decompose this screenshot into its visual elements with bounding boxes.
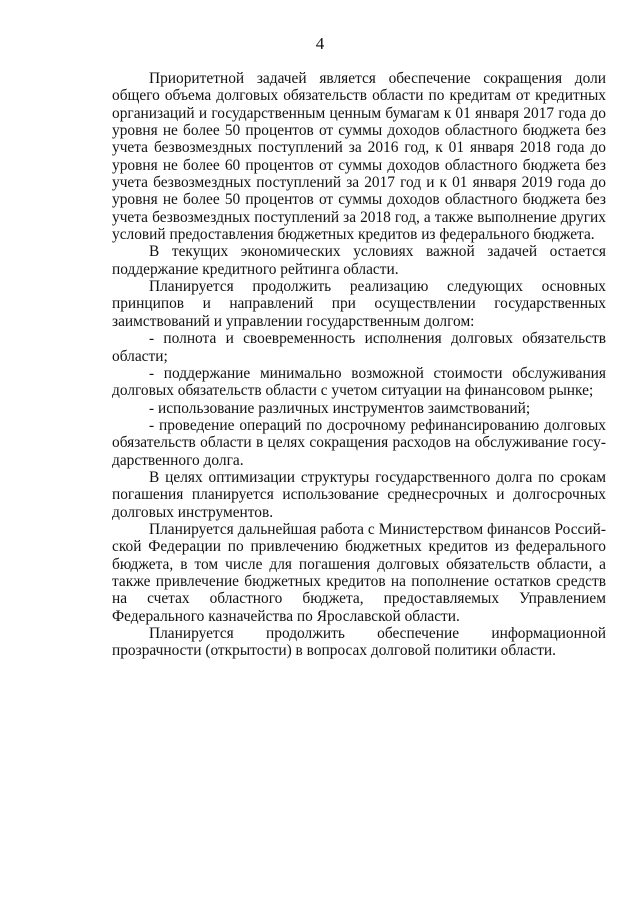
page-number: 4 <box>315 34 325 53</box>
paragraph-ministry-work: Планируется дальнейшая работа с Министерством финансов Российской Федерации по привлечению бюджетных кредитов из федерального бюджета, в том числе для погашения долговых обязательств области, а также привлечение бюджетных кредитов на пополнение остатков средств на счетах областного бюджета, предоставляемых Управлением Федерального казначейства по Ярославской области. <box>112 520 606 625</box>
paragraph-credit-rating: В текущих экономических условиях важной задачей остается поддержание кредитного рейтинга области. <box>112 243 606 278</box>
paragraph-principles-intro: Планируется продолжить реализацию следующих основных принципов и направлений при осуществлении государственных заимствований и управлении государственным долгом: <box>112 278 606 330</box>
list-item-instruments: - использование различных инструментов заимствований; <box>149 399 531 417</box>
paragraph-priority-task: Приоритетной задачей является обеспечение сокращения доли общего объема долговых обязательств области по кредитам от кредитных организаций и государственным ценным бумагам к 01 января 2017 года до уровня не более 50 процентов от суммы доходов областного бюджета без учета безвозмездных поступлений за 2016 год, к 01 января 2018 года до уровня не более 60 процентов от суммы доходов областного бюджета без учета безвозмездных поступлений за 2017 год и к 01 января 2019 года до уровня не более 50 процентов от суммы доходов областного бюджета без учета безвозмездных поступлений за 2018 год, а также выполнение других условий предоставления бюджетных кредитов из федерального бюджета. <box>112 70 606 244</box>
paragraph-transparency: Планируется продолжить обеспечение информационной прозрачности (открытости) в вопросах долговой политики области. <box>112 625 606 660</box>
paragraph-debt-structure: В целях оптимизации структуры государственного долга по срокам погашения планируется использование среднесрочных и долгосрочных долговых инструментов. <box>112 468 606 521</box>
list-item-completeness: - полнота и своевременность исполнения долговых обязательств области; <box>112 330 606 365</box>
document-body <box>112 70 606 660</box>
list-item-refinancing: - проведение операций по досрочному рефинансированию долговых обязательств области в целях сокращения расходов на обслуживание государственного долга. <box>112 416 606 469</box>
list-item-min-cost: - поддержание минимально возможной стоимости обслуживания долговых обязательств области с учетом ситуации на финансовом рынке; <box>112 364 606 400</box>
